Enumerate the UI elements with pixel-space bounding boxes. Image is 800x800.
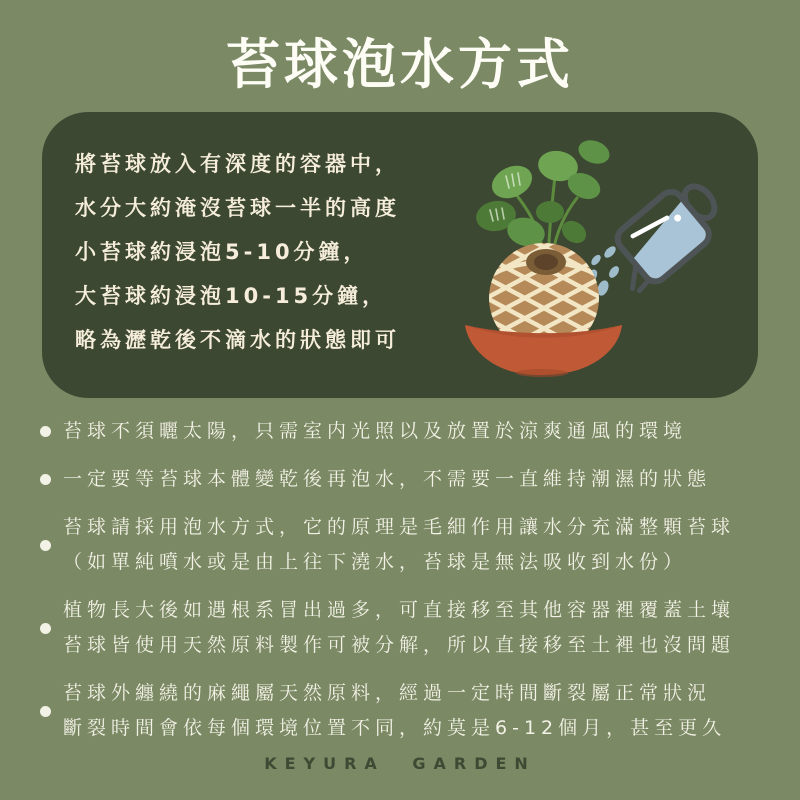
tip-line: 一定要等苔球本體變乾後再泡水，不需要一直維持潮濕的狀態	[63, 468, 712, 490]
instruction-text	[75, 142, 400, 362]
list-item	[40, 676, 766, 746]
brand-footer: KEYURA GARDEN	[264, 754, 536, 773]
tip-line: 苔球外纏繞的麻繩屬天然原料，經過一定時間斷裂屬正常狀況	[63, 682, 712, 704]
list-item	[40, 593, 766, 663]
list-item	[40, 462, 766, 497]
tip-line: （如單純噴水或是由上往下澆水，苔球是無法吸收到水份）	[63, 551, 688, 573]
tip-line: 斷裂時間會依每個環境位置不同，約莫是6-12個月，甚至更久	[63, 717, 727, 739]
bullet-dot-icon	[40, 426, 51, 437]
tip-line: 植物長大後如遇根系冒出過多，可直接移至其他容器裡覆蓋土壤	[63, 599, 736, 621]
water-pitcher-icon	[599, 172, 731, 298]
list-item	[40, 510, 766, 580]
tip-line: 苔球請採用泡水方式，它的原理是毛細作用讓水分充滿整顆苔球	[63, 516, 736, 538]
kokedama-watering-illustration	[442, 124, 752, 392]
instruction-line: 水分大約淹沒苔球一半的高度	[75, 196, 400, 220]
tip-line: 苔球不須曬太陽，只需室内光照以及放置於涼爽通風的環境	[63, 420, 688, 442]
care-tips-list	[40, 414, 766, 759]
bullet-dot-icon	[40, 623, 51, 634]
bullet-dot-icon	[40, 706, 51, 717]
instruction-line: 小苔球約浸泡5-10分鐘，	[75, 240, 369, 264]
instruction-line: 將苔球放入有深度的容器中，	[75, 152, 400, 176]
instruction-line: 略為瀝乾後不滴水的狀態即可	[75, 328, 400, 352]
bullet-dot-icon	[40, 474, 51, 485]
list-item	[40, 414, 766, 449]
plant-leaves-icon	[474, 136, 613, 250]
bullet-dot-icon	[40, 540, 51, 551]
page-title: 苔球泡水方式	[226, 33, 574, 96]
tip-line: 苔球皆使用天然原料製作可被分解，所以直接移至土裡也沒問題	[63, 634, 736, 656]
instruction-line: 大苔球約浸泡10-15分鐘，	[75, 284, 388, 308]
instruction-card	[42, 112, 758, 398]
